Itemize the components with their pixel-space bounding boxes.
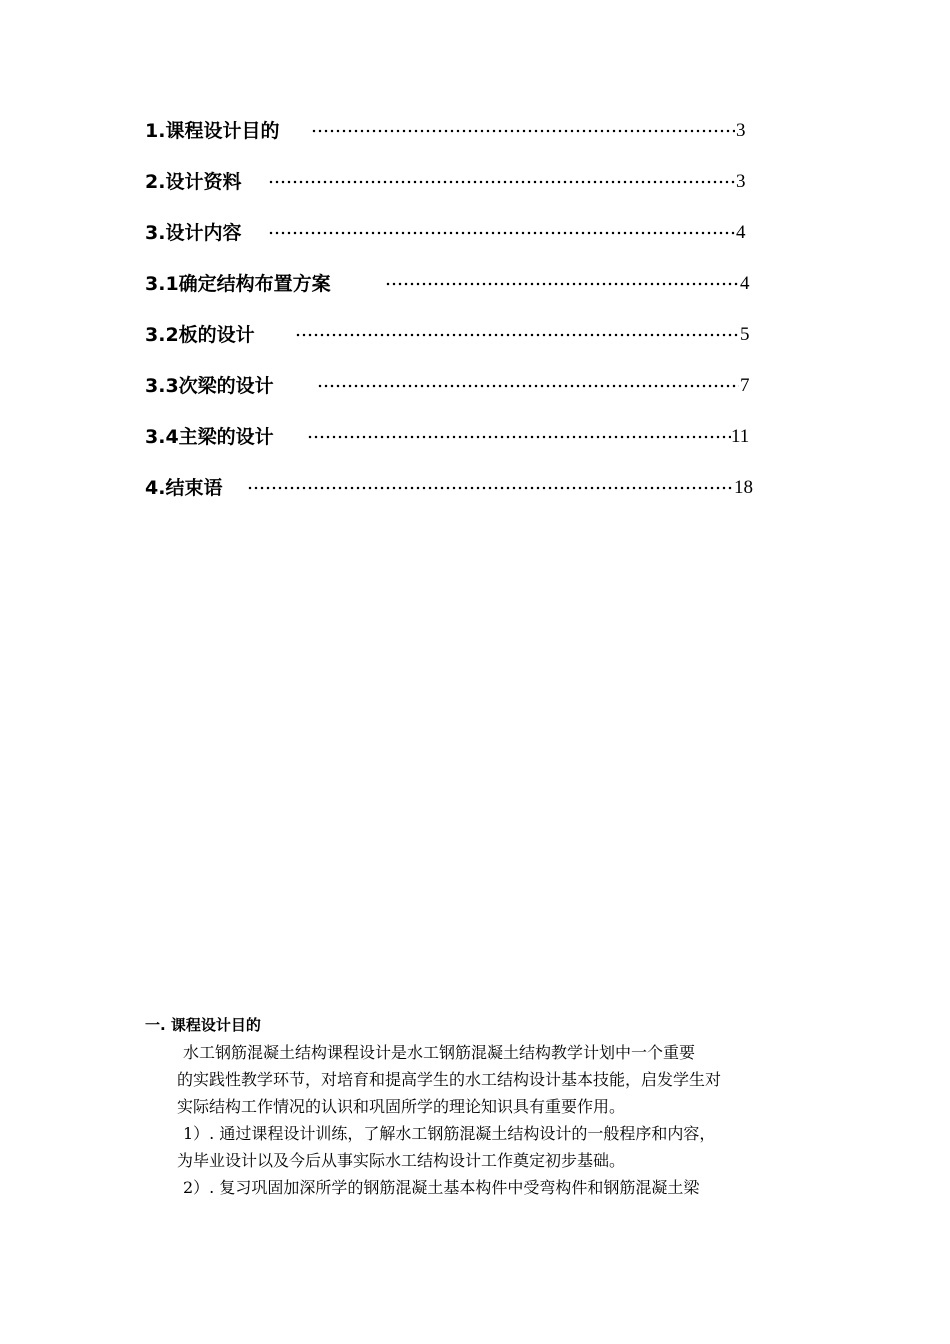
toc-item-page: 3 xyxy=(736,120,746,141)
toc-leader-dots xyxy=(317,383,739,389)
paragraph-line: 实际结构工作情况的认识和巩固所学的理论知识具有重要作用。 xyxy=(177,1097,626,1116)
toc-item[interactable] xyxy=(145,269,765,320)
section-heading: 一. 课程设计目的 xyxy=(145,1016,261,1034)
toc-leader-dots xyxy=(307,434,731,440)
section-course-purpose xyxy=(145,1012,805,1201)
toc-item-label: 4.结束语 xyxy=(145,477,223,499)
toc-leader-dots xyxy=(268,230,735,236)
toc-item[interactable] xyxy=(145,218,765,269)
paragraph-line: 的实践性教学环节，对培育和提高学生的水工结构设计基本技能，启发学生对 xyxy=(177,1070,722,1089)
toc-leader-dots xyxy=(247,485,733,491)
toc-item-label: 3.4主梁的设计 xyxy=(145,426,274,448)
toc-item-page: 7 xyxy=(740,375,750,396)
toc-item[interactable] xyxy=(145,473,765,524)
toc-item[interactable] xyxy=(145,422,765,473)
paragraph-line: 水工钢筋混凝土结构课程设计是水工钢筋混凝土结构教学计划中一个重要 xyxy=(183,1043,696,1062)
paragraph xyxy=(145,1039,805,1120)
toc-item-page: 4 xyxy=(736,222,746,243)
toc-item-page: 4 xyxy=(740,273,750,294)
toc-item-page: 3 xyxy=(736,171,746,192)
table-of-contents xyxy=(145,116,765,524)
paragraph xyxy=(145,1174,805,1201)
toc-item-label: 2.设计资料 xyxy=(145,171,242,193)
paragraph xyxy=(145,1120,805,1174)
toc-item-label: 1.课程设计目的 xyxy=(145,120,280,142)
toc-item-page: 5 xyxy=(740,324,750,345)
toc-leader-dots xyxy=(311,128,735,134)
toc-item-label: 3.2板的设计 xyxy=(145,324,255,346)
paragraph-line: 2）. 复习巩固加深所学的钢筋混凝土基本构件中受弯构件和钢筋混凝土梁 xyxy=(183,1178,700,1197)
toc-leader-dots xyxy=(268,179,735,185)
toc-item-label: 3.3次梁的设计 xyxy=(145,375,274,397)
toc-item[interactable] xyxy=(145,116,765,167)
toc-item-page: 18 xyxy=(734,477,753,498)
paragraph-line: 1）. 通过课程设计训练，了解水工钢筋混凝土结构设计的一般程序和内容， xyxy=(183,1124,716,1143)
toc-item[interactable] xyxy=(145,167,765,218)
toc-leader-dots xyxy=(295,332,739,338)
toc-item-page: 11 xyxy=(731,426,750,447)
toc-item-label: 3.设计内容 xyxy=(145,222,242,244)
paragraph-line: 为毕业设计以及今后从事实际水工结构设计工作奠定初步基础。 xyxy=(177,1151,626,1170)
toc-leader-dots xyxy=(385,281,739,287)
toc-item-label: 3.1确定结构布置方案 xyxy=(145,273,331,295)
toc-item[interactable] xyxy=(145,320,765,371)
toc-item[interactable] xyxy=(145,371,765,422)
